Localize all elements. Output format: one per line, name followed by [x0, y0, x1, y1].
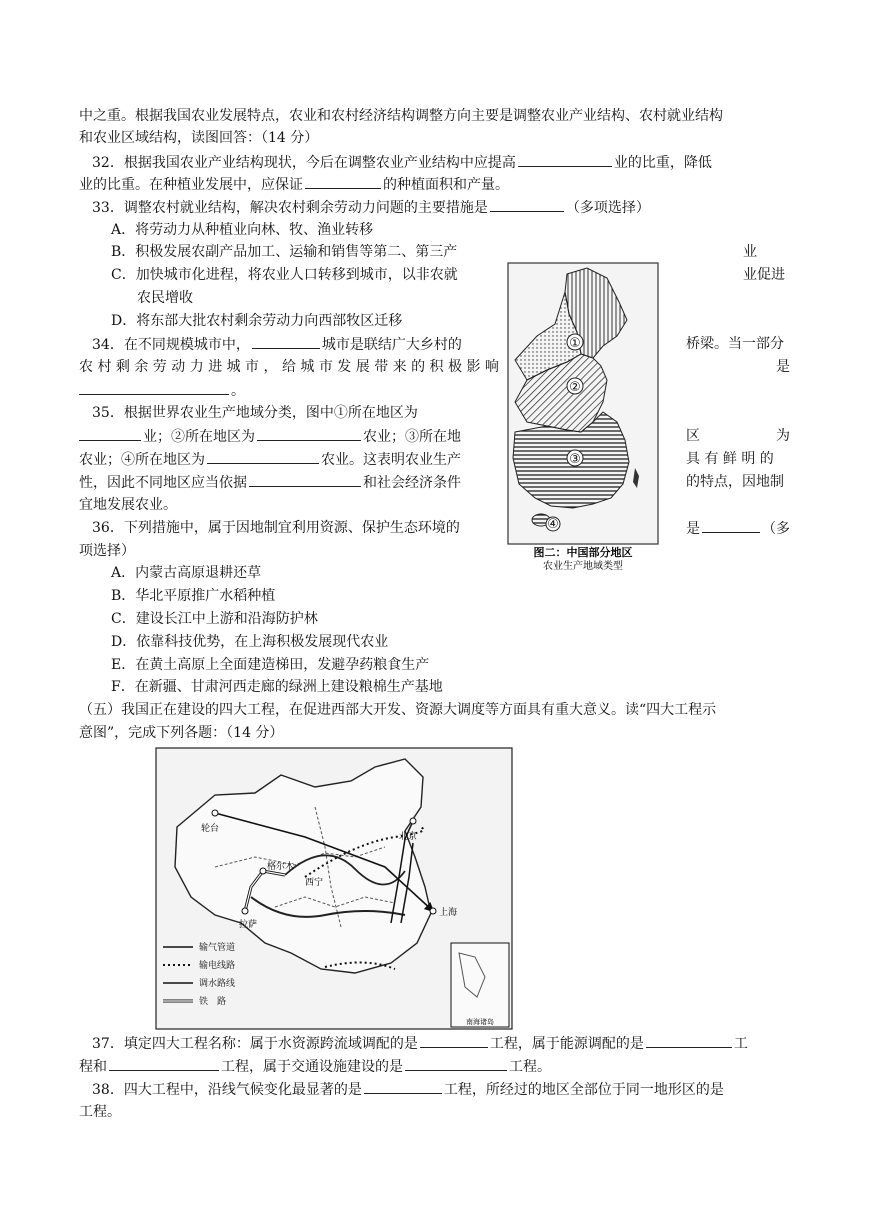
q33-option-c-end: 业促进 [743, 267, 785, 283]
q35-line2-mid: 区 [686, 428, 700, 444]
q33-line: 33．调整农村就业结构，解决农村剩余劳动力问题的主要措施是 （多项选择） [92, 197, 650, 218]
city-golmud: 格尔木 [267, 862, 295, 872]
q38-line1: 38．四大工程中，沿线气候变化最显著的是 工程，所经过的地区全部位于同一地形区的是 [92, 1079, 724, 1100]
q38-blank-1[interactable] [364, 1079, 442, 1094]
q36-option-a: A．内蒙古高原退耕还草 [111, 565, 262, 581]
q32-blank-1[interactable] [518, 152, 612, 167]
q37-blank-2[interactable] [646, 1033, 732, 1048]
q34-blank-2[interactable] [79, 380, 229, 395]
q33-option-b-end: 业 [743, 244, 757, 260]
q38-line2: 工程。 [79, 1104, 121, 1120]
q32-line2: 业的比重。在种植业发展中，应保证 的种植面积和产量。 [79, 174, 509, 195]
q36-option-e: E．在黄土高原上全面建造梯田，发避孕药粮食生产 [111, 657, 430, 673]
section5-line2: 意图”，完成下列各题：（14 分） [79, 725, 284, 741]
q36-blank[interactable] [702, 518, 760, 533]
q35-line5: 宜地发展农业。 [79, 497, 177, 513]
legend-gas: 输气管道 [199, 943, 236, 953]
map1-caption-2: 农业生产地域类型 [543, 561, 623, 572]
intro-line-2: 和农业区域结构，读图回答：（14 分） [79, 130, 319, 146]
q33-blank[interactable] [490, 197, 564, 212]
q37-blank-3[interactable] [109, 1056, 219, 1071]
map1-label-2: ② [569, 380, 581, 395]
q35-blank-3[interactable] [207, 449, 319, 464]
q37-line1: 37．填定四大工程名称：属于水资源跨流域调配的是 工程，属于能源调配的是 工 [92, 1033, 748, 1054]
q35-line3-end: 具 有 鲜 明 的 [686, 451, 774, 467]
map1-caption-1: 图二：中国部分地区 [533, 546, 633, 559]
china-agriculture-map [507, 262, 659, 574]
legend-power: 输电线路 [199, 961, 236, 971]
q35-line4-end: 的特点，因地制 [686, 474, 784, 490]
legend-rail: 铁 路 [199, 997, 227, 1007]
q33-option-d: D．将东部大批农村剩余劳动力向西部牧区迁移 [111, 313, 403, 329]
q37-blank-4[interactable] [405, 1056, 507, 1071]
section5-line1: （五）我国正在建设的四大工程，在促进西部大开发、资源大调度等方面具有重大意义。读“四大工程示 [79, 702, 717, 718]
city-xining: 西宁 [305, 878, 324, 888]
map1-label-4: ④ [547, 517, 559, 532]
q33-option-c: C．加快城市化进程，将农业人口转移到城市，以非农就 [111, 267, 458, 283]
q36-option-f: F．在新疆、甘肃河西走廊的绿洲上建设粮棉生产基地 [111, 679, 443, 695]
q35-line2: 业；②所在地区为 农业；③所在地 [79, 426, 461, 447]
q35-line1: 35．根据世界农业生产地域分类，图中①所在地区为 [92, 405, 418, 421]
q34-line2-end: 是 [776, 359, 790, 375]
q35-line2-end: 为 [776, 428, 790, 444]
q35-line3: 农业；④所在地区为 农业。这表明农业生产 [79, 449, 461, 470]
intro-line-1: 中之重。根据我国农业发展特点，农业和农村经济结构调整方向主要是调整农业产业结构、农村就业结构 [79, 108, 723, 124]
q34-line3: 。 [79, 380, 245, 401]
legend-water: 调水路线 [199, 979, 236, 989]
q33-option-a: A．将劳动力从种植业向林、牧、渔业转移 [111, 222, 374, 238]
map1-label-1: ① [569, 336, 581, 351]
q35-blank-2[interactable] [257, 426, 361, 441]
q32-line1: 32．根据我国农业产业结构现状，今后在调整农业产业结构中应提高 业的比重，降低 [92, 152, 712, 173]
inset-label: 南海诸岛 [466, 1018, 494, 1026]
q36-option-d: D．依靠科技优势，在上海积极发展现代农业 [111, 634, 389, 650]
four-projects-map [155, 747, 513, 1030]
q36-option-b: B．华北平原推广水稻种植 [111, 588, 276, 604]
q32-blank-2[interactable] [305, 174, 381, 189]
city-shanghai: 上海 [439, 908, 458, 918]
q34-line1: 34．在不同规模城市中， 城市是联结广大乡村的 [92, 334, 462, 355]
q36-line1-end: 是 （多 [686, 518, 790, 539]
q33-option-b: B．积极发展农副产品加工、运输和销售等第二、第三产 [111, 244, 458, 260]
q35-blank-1[interactable] [79, 426, 141, 441]
city-lhasa: 拉萨 [239, 920, 258, 930]
q35-blank-4[interactable] [249, 472, 361, 487]
city-luntai: 轮台 [201, 824, 220, 834]
city-beijing: 北京 [399, 832, 418, 842]
q34-blank-1[interactable] [252, 334, 320, 349]
q33-option-c-cont: 农民增收 [137, 290, 193, 306]
q35-line4: 性，因此不同地区应当依据 和社会经济条件 [79, 472, 461, 493]
q34-line2: 农 村 剩 余 劳 动 力 进 城 市 ， 给 城 市 发 展 带 来 的 积 极 影 响 [79, 359, 499, 375]
q36-line1: 36．下列措施中，属于因地制宜利用资源、保护生态环境的 [92, 520, 460, 536]
q36-option-c: C．建设长江中上游和沿海防护林 [111, 611, 318, 627]
q36-line2: 项选择） [79, 543, 135, 559]
q37-blank-1[interactable] [420, 1033, 488, 1048]
map1-label-3: ③ [569, 452, 581, 467]
q37-line2: 程和 工程，属于交通设施建设的是 工程。 [79, 1056, 551, 1077]
q34-line1-end: 桥梁。当一部分 [686, 336, 784, 352]
